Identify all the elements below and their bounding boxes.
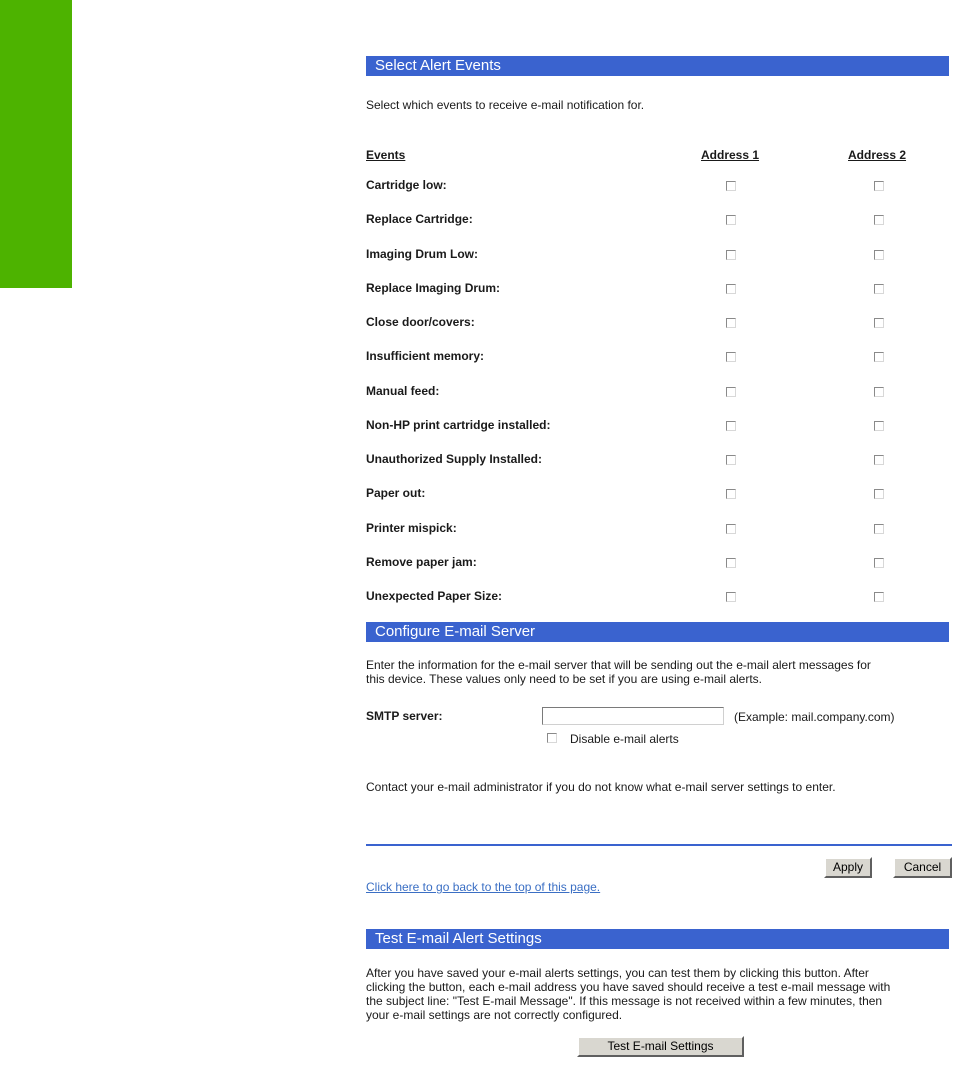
address2-checkbox[interactable] (874, 250, 884, 260)
address2-checkbox[interactable] (874, 421, 884, 431)
smtp-server-input[interactable] (542, 707, 724, 725)
event-label: Close door/covers: (366, 315, 475, 329)
address2-checkbox[interactable] (874, 284, 884, 294)
test-settings-header: Test E-mail Alert Settings (366, 929, 949, 949)
email-server-header: Configure E-mail Server (366, 622, 949, 642)
address1-checkbox[interactable] (726, 284, 736, 294)
apply-button[interactable]: Apply (824, 857, 872, 878)
smtp-server-label: SMTP server: (366, 709, 443, 723)
address1-column-header: Address 1 (701, 148, 760, 162)
address2-checkbox[interactable] (874, 455, 884, 465)
events-column-header: Events (366, 148, 406, 162)
address2-checkbox[interactable] (874, 387, 884, 397)
event-label: Paper out: (366, 486, 426, 500)
address1-checkbox[interactable] (726, 489, 736, 499)
cancel-button[interactable]: Cancel (893, 857, 952, 878)
event-label: Unexpected Paper Size: (366, 589, 503, 603)
test-settings-text-line4: your e-mail settings are not correctly configured. (366, 1008, 623, 1022)
alert-events-intro: Select which events to receive e-mail notification for. (366, 98, 645, 112)
address1-checkbox[interactable] (726, 592, 736, 602)
test-settings-text-line3: the subject line: "Test E-mail Message". If this message is not received within a few minutes, then (366, 994, 883, 1008)
event-label: Non-HP print cartridge installed: (366, 418, 551, 432)
smtp-example-hint: (Example: mail.company.com) (734, 710, 895, 724)
section-divider (366, 844, 952, 846)
test-email-settings-button[interactable]: Test E-mail Settings (577, 1036, 744, 1057)
alert-events-header: Select Alert Events (366, 56, 949, 76)
address1-checkbox[interactable] (726, 181, 736, 191)
event-label: Manual feed: (366, 384, 440, 398)
email-server-intro-line2: this device. These values only need to be set if you are using e-mail alerts. (366, 672, 762, 686)
event-label: Unauthorized Supply Installed: (366, 452, 543, 466)
address2-checkbox[interactable] (874, 489, 884, 499)
address1-checkbox[interactable] (726, 455, 736, 465)
address2-checkbox[interactable] (874, 181, 884, 191)
address1-checkbox[interactable] (726, 352, 736, 362)
address2-checkbox[interactable] (874, 524, 884, 534)
event-label: Remove paper jam: (366, 555, 477, 569)
event-label: Cartridge low: (366, 178, 447, 192)
address1-checkbox[interactable] (726, 215, 736, 225)
event-label: Imaging Drum Low: (366, 247, 478, 261)
address1-checkbox[interactable] (726, 558, 736, 568)
email-server-intro-line1: Enter the information for the e-mail server that will be sending out the e-mail alert messages for (366, 658, 871, 672)
address1-checkbox[interactable] (726, 524, 736, 534)
address2-checkbox[interactable] (874, 558, 884, 568)
side-accent-bar (0, 0, 72, 288)
back-to-top-link[interactable]: Click here to go back to the top of this page. (366, 880, 601, 894)
event-label: Replace Imaging Drum: (366, 281, 501, 295)
address2-checkbox[interactable] (874, 352, 884, 362)
test-settings-text-line2: clicking the button, each e-mail address you have saved should receive a test e-mail message with (366, 980, 891, 994)
disable-email-alerts-label: Disable e-mail alerts (570, 732, 679, 746)
event-label: Printer mispick: (366, 521, 457, 535)
address1-checkbox[interactable] (726, 387, 736, 397)
address2-column-header: Address 2 (848, 148, 907, 162)
address2-checkbox[interactable] (874, 215, 884, 225)
address2-checkbox[interactable] (874, 318, 884, 328)
address1-checkbox[interactable] (726, 250, 736, 260)
test-settings-text-line1: After you have saved your e-mail alerts settings, you can test them by clicking this button. After (366, 966, 869, 980)
event-label: Replace Cartridge: (366, 212, 473, 226)
disable-email-alerts-checkbox[interactable] (547, 733, 557, 743)
address1-checkbox[interactable] (726, 318, 736, 328)
address2-checkbox[interactable] (874, 592, 884, 602)
event-label: Insufficient memory: (366, 349, 485, 363)
contact-admin-note: Contact your e-mail administrator if you do not know what e-mail server settings to enter. (366, 780, 836, 794)
address1-checkbox[interactable] (726, 421, 736, 431)
